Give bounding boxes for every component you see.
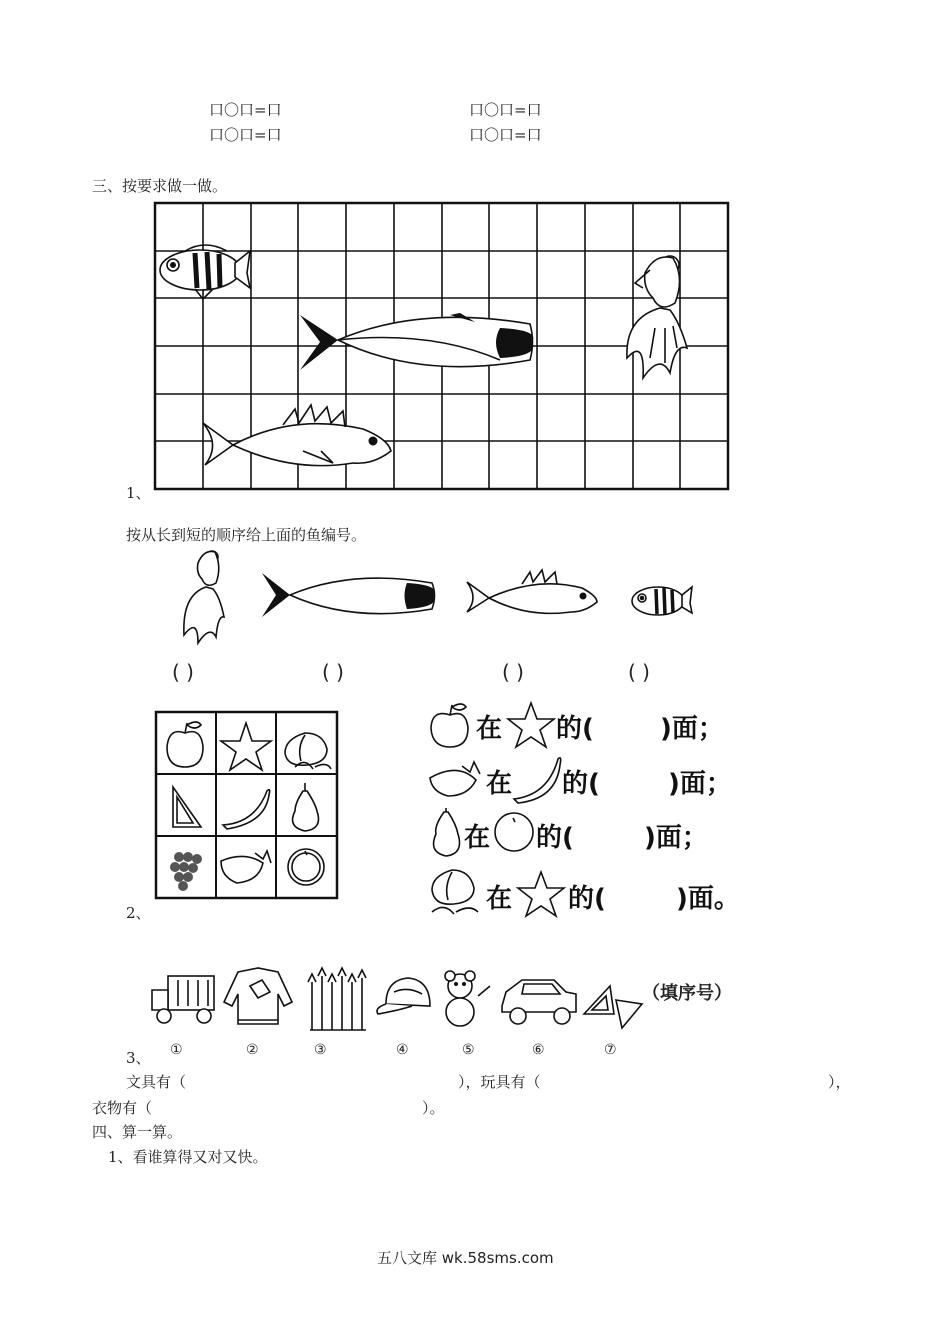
sentence-4-tail: )面。 [676,884,740,914]
sentence-3-word: 在 [464,823,491,853]
fish-blank-3[interactable]: ( ) [502,660,524,684]
section4-title: 四、算一算。 [92,1123,183,1141]
fish-blank-2[interactable]: ( ) [322,660,344,684]
fish-grid-figure [155,203,730,491]
section4-q1: 1、看谁算得又对又快。 [108,1148,268,1166]
item-label-3: ③ [314,1042,327,1058]
stationery-label: 文具有（ [126,1073,187,1091]
q3-hint: （填序号） [642,983,732,1004]
picture-grid [155,711,340,901]
q1-number: 1、 [126,484,151,502]
sentence-3-tail: )面； [644,823,708,853]
star-icon [506,701,556,749]
toys-suffix: ）， [828,1073,851,1091]
banana-icon [512,755,562,803]
equation-3: 口〇口=口 [209,126,282,144]
footer-watermark: 五八文库 wk.58sms.com [377,1249,554,1267]
strawberry-icon [428,758,482,798]
sentence-4-of: 的( [568,884,606,914]
sentence-3-of: 的( [536,823,574,853]
sentence-2-of: 的( [562,769,600,799]
triangle-rulers-icon [584,986,642,1028]
long-fish-icon [262,573,435,617]
sentence-1-tail: )面； [660,714,724,744]
peach-icon [428,866,482,918]
apple-icon [428,703,474,749]
item-label-6: ⑥ [532,1042,545,1058]
clothes-suffix: ）。 [422,1099,445,1117]
item-label-4: ④ [396,1042,409,1058]
pear-icon [428,808,464,858]
star-icon [516,870,566,918]
striped-fish-icon [632,587,692,615]
item-label-5: ⑤ [462,1042,475,1058]
equation-2: 口〇口=口 [469,101,542,119]
sweater-icon [224,968,292,1024]
q3-number: 3、 [126,1049,151,1067]
equation-1: 口〇口=口 [209,101,282,119]
orange-icon [492,810,536,854]
q1-instruction: 按从长到短的顺序给上面的鱼编号。 [126,526,367,544]
section3-title: 三、按要求做一做。 [92,177,228,195]
goldfish-icon [184,551,224,643]
orange-icon [288,849,324,885]
crayons-icon [308,968,366,1030]
items-row-figure [150,966,650,1036]
sentence-2-tail: )面； [668,769,732,799]
clothes-label: 衣物有（ [92,1099,153,1117]
fish-blank-1[interactable]: ( ) [172,660,194,684]
q2-number: 2、 [126,904,151,922]
car-icon [502,980,576,1024]
item-label-2: ② [246,1042,259,1058]
fish-blank-4[interactable]: ( ) [628,660,650,684]
truck-icon [152,976,214,1023]
sentence-1-word: 在 [476,714,503,744]
sentence-2-word: 在 [486,769,513,799]
cap-icon [377,978,430,1014]
teddy-bear-icon [445,971,490,1026]
equation-4: 口〇口=口 [469,126,542,144]
item-label-1: ① [170,1042,183,1058]
fish-row-figure [170,545,700,645]
sentence-1-of: 的( [556,714,594,744]
item-label-7: ⑦ [604,1042,617,1058]
toys-label: ），玩具有（ [458,1073,541,1091]
sentence-4-word: 在 [486,884,513,914]
spiny-fish-icon [467,570,597,613]
